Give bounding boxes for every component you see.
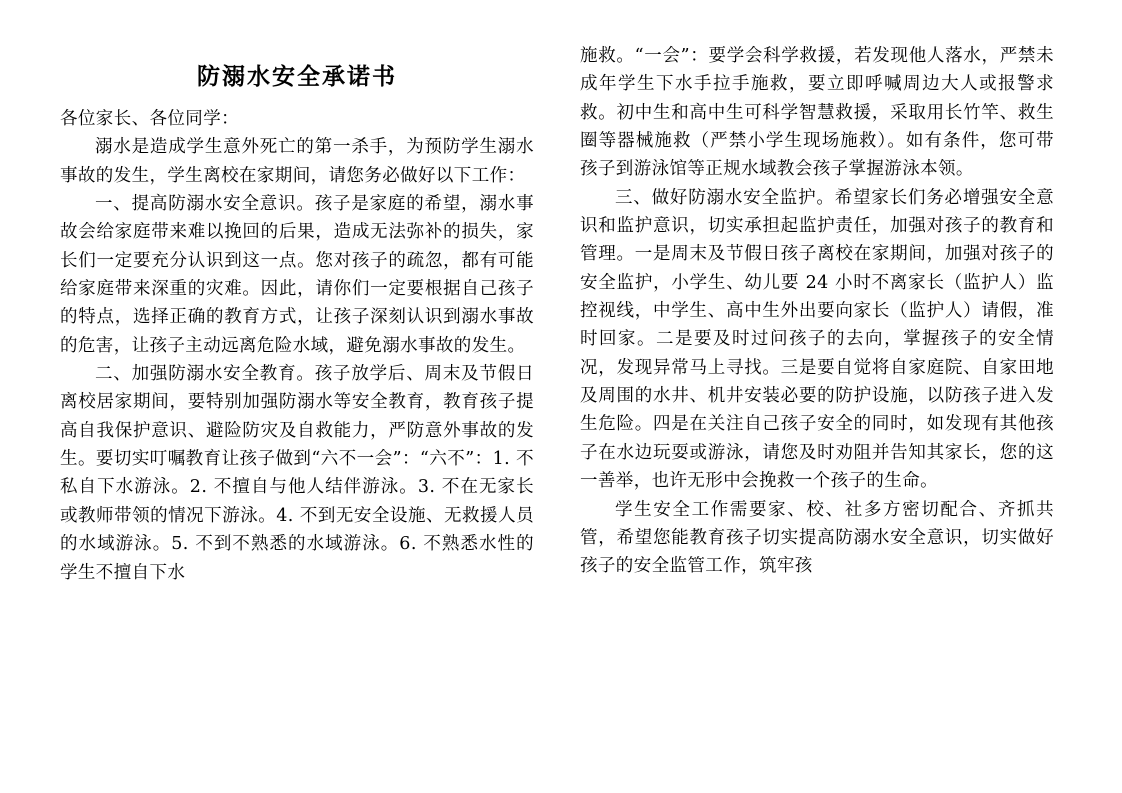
paragraph-item-3: 三、做好防溺水安全监护。希望家长们务必增强安全意识和监护意识，切实承担起监护责任，加强对孩子的教育和管理。一是周末及节假日孩子离校在家期间，加强对孩子的安全监护，小学生、幼儿要 24 小时不离家长（监护人）监控视线，中学生、高中生外出要向家长（监护人）请假，准时回家。二是要及时过问孩子的去向，掌握孩子的安全情况，发现异常马上寻找。三是要自觉将自家庭院、自家田地及周围的水井、机井安装必要的防护设施，以防孩子进入发生危险。四是在关注自己孩子安全的同时，如发现有其他孩子在水边玩耍或游泳，请您及时劝阻并告知其家长，您的这一善举，也许无形中会挽救一个孩子的生命。 [580, 187, 1054, 492]
paragraph-item-2-continued: 施救。“一会”：要学会科学救援，若发现他人落水，严禁未成年学生下水手拉手施救，要立即呼喊周边大人或报警求救。初中生和高中生可科学智慧救援，采取用长竹竿、救生圈等器械施救（严禁小学生现场施救）。如有条件，您可带孩子到游泳馆等正规水域教会孩子掌握游泳本领。 [580, 46, 1054, 180]
paragraph-item-2: 二、加强防溺水安全教育。孩子放学后、周末及节假日离校居家期间，要特别加强防溺水等安全教育，教育孩子提高自我保护意识、避险防灾及自救能力，严防意外事故的发生。要切实叮嘱教育让孩子做到“六不一会”：“六不”：1. 不私自下水游泳。2. 不擅自与他人结伴游泳。3. 不在无家长或教师带领的情况下游泳。4. 不到无安全设施、无救援人员的水域游泳。5. 不到不熟悉的水域游泳。6. 不熟悉水性的学生不擅自下水 [60, 364, 534, 583]
paragraph-intro: 溺水是造成学生意外死亡的第一杀手，为预防学生溺水事故的发生，学生离校在家期间，请您务必做好以下工作： [60, 137, 534, 186]
left-column [60, 42, 534, 773]
two-column-layout [60, 42, 1062, 773]
paragraph-item-1: 一、提高防溺水安全意识。孩子是家庭的希望，溺水事故会给家庭带来难以挽回的后果，造成无法弥补的损失，家长们一定要充分认识到这一点。您对孩子的疏忽，都有可能给家庭带来深重的灾难。因此，请你们一定要根据自己孩子的特点，选择正确的教育方式，让孩子深刻认识到溺水事故的危害，让孩子主动远离危险水域，避免溺水事故的发生。 [60, 194, 534, 356]
paragraph-salutation: 各位家长、各位同学： [60, 109, 239, 129]
paragraph-closing: 学生安全工作需要家、校、社多方密切配合、齐抓共管，希望您能教育孩子切实提高防溺水安全意识，切实做好孩子的安全监管工作，筑牢孩 [580, 499, 1054, 577]
right-column [580, 42, 1054, 773]
page-title: 防溺水安全承诺书 [197, 63, 397, 90]
